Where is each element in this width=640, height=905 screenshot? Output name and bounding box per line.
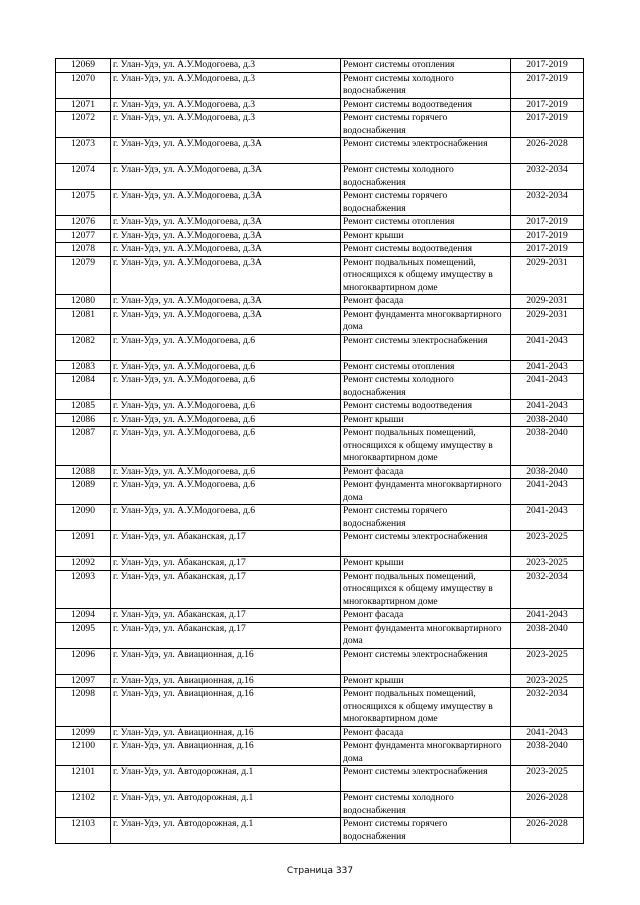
row-number-cell: 12095 [56, 622, 111, 648]
address-cell: г. Улан-Удэ, ул. Авиационная, д.16 [111, 648, 341, 674]
address-cell: г. Улан-Удэ, ул. Автодорожная, д.1 [111, 766, 341, 792]
work-type-cell: Ремонт системы горячего водоснабжения [341, 112, 511, 138]
work-type-cell: Ремонт фасада [341, 726, 511, 740]
row-number-cell: 12100 [56, 740, 111, 766]
period-cell: 2038-2040 [511, 622, 584, 648]
address-cell: г. Улан-Удэ, ул. А.У.Модогоева, д.6 [111, 465, 341, 479]
work-type-cell: Ремонт системы холодного водоснабжения [341, 374, 511, 400]
address-cell: г. Улан-Удэ, ул. А.У.Модогоева, д.6 [111, 334, 341, 360]
address-cell: г. Улан-Удэ, ул. А.У.Модогоева, д.3 [111, 112, 341, 138]
address-cell: г. Улан-Удэ, ул. Авиационная, д.16 [111, 674, 341, 688]
table-row [56, 295, 584, 309]
period-cell: 2023-2025 [511, 674, 584, 688]
repair-schedule-table [55, 58, 584, 844]
address-cell: г. Улан-Удэ, ул. А.У.Модогоева, д.6 [111, 360, 341, 374]
period-cell: 2023-2025 [511, 648, 584, 674]
row-number-cell: 12086 [56, 413, 111, 427]
work-type-cell: Ремонт подвальных помещений, относящихся к общему имуществу в многоквартирном доме [341, 688, 511, 727]
table-row [56, 792, 584, 818]
row-number-cell: 12069 [56, 59, 111, 73]
work-type-cell: Ремонт системы электроснабжения [341, 766, 511, 792]
address-cell: г. Улан-Удэ, ул. Авиационная, д.16 [111, 740, 341, 766]
row-number-cell: 12087 [56, 427, 111, 466]
work-type-cell: Ремонт фасада [341, 609, 511, 623]
row-number-cell: 12093 [56, 570, 111, 609]
address-cell: г. Улан-Удэ, ул. А.У.Модогоева, д.6 [111, 400, 341, 414]
table-row [56, 59, 584, 73]
row-number-cell: 12102 [56, 792, 111, 818]
row-number-cell: 12097 [56, 674, 111, 688]
table-row [56, 740, 584, 766]
period-cell: 2032-2034 [511, 190, 584, 216]
work-type-cell: Ремонт системы электроснабжения [341, 531, 511, 557]
work-type-cell: Ремонт системы холодного водоснабжения [341, 72, 511, 98]
table-row [56, 648, 584, 674]
work-type-cell: Ремонт системы холодного водоснабжения [341, 792, 511, 818]
row-number-cell: 12075 [56, 190, 111, 216]
table-row [56, 766, 584, 792]
row-number-cell: 12083 [56, 360, 111, 374]
row-number-cell: 12101 [56, 766, 111, 792]
work-type-cell: Ремонт системы отопления [341, 216, 511, 230]
address-cell: г. Улан-Удэ, ул. А.У.Модогоева, д.3 [111, 98, 341, 112]
work-type-cell: Ремонт системы горячего водоснабжения [341, 818, 511, 844]
period-cell: 2017-2019 [511, 229, 584, 243]
period-cell: 2032-2034 [511, 688, 584, 727]
address-cell: г. Улан-Удэ, ул. Авиационная, д.16 [111, 726, 341, 740]
address-cell: г. Улан-Удэ, ул. А.У.Модогоева, д.3А [111, 164, 341, 190]
address-cell: г. Улан-Удэ, ул. А.У.Модогоева, д.3А [111, 229, 341, 243]
row-number-cell: 12071 [56, 98, 111, 112]
table-row [56, 726, 584, 740]
row-number-cell: 12092 [56, 557, 111, 571]
work-type-cell: Ремонт фундамента многоквартирного дома [341, 308, 511, 334]
work-type-cell: Ремонт крыши [341, 557, 511, 571]
table-row [56, 164, 584, 190]
address-cell: г. Улан-Удэ, ул. А.У.Модогоева, д.3А [111, 256, 341, 295]
period-cell: 2041-2043 [511, 400, 584, 414]
table-row [56, 72, 584, 98]
table-row [56, 465, 584, 479]
address-cell: г. Улан-Удэ, ул. А.У.Модогоева, д.3А [111, 138, 341, 164]
table-row [56, 308, 584, 334]
address-cell: г. Улан-Удэ, ул. А.У.Модогоева, д.3А [111, 190, 341, 216]
table-row [56, 688, 584, 727]
work-type-cell: Ремонт системы горячего водоснабжения [341, 505, 511, 531]
address-cell: г. Улан-Удэ, ул. Авиационная, д.16 [111, 688, 341, 727]
work-type-cell: Ремонт системы электроснабжения [341, 648, 511, 674]
table-row [56, 427, 584, 466]
row-number-cell: 12098 [56, 688, 111, 727]
period-cell: 2026-2028 [511, 138, 584, 164]
period-cell: 2023-2025 [511, 531, 584, 557]
work-type-cell: Ремонт системы водоотведения [341, 243, 511, 257]
table-row [56, 505, 584, 531]
work-type-cell: Ремонт подвальных помещений, относящихся к общему имуществу в многоквартирном доме [341, 427, 511, 466]
period-cell: 2026-2028 [511, 818, 584, 844]
row-number-cell: 12085 [56, 400, 111, 414]
address-cell: г. Улан-Удэ, ул. А.У.Модогоева, д.3 [111, 72, 341, 98]
period-cell: 2032-2034 [511, 570, 584, 609]
period-cell: 2029-2031 [511, 295, 584, 309]
table-row [56, 374, 584, 400]
row-number-cell: 12090 [56, 505, 111, 531]
table-row [56, 98, 584, 112]
address-cell: г. Улан-Удэ, ул. А.У.Модогоева, д.6 [111, 479, 341, 505]
row-number-cell: 12088 [56, 465, 111, 479]
row-number-cell: 12082 [56, 334, 111, 360]
work-type-cell: Ремонт системы отопления [341, 360, 511, 374]
row-number-cell: 12076 [56, 216, 111, 230]
period-cell: 2032-2034 [511, 164, 584, 190]
row-number-cell: 12073 [56, 138, 111, 164]
period-cell: 2041-2043 [511, 334, 584, 360]
row-number-cell: 12081 [56, 308, 111, 334]
row-number-cell: 12089 [56, 479, 111, 505]
page-number: Страница 337 [286, 866, 354, 876]
row-number-cell: 12074 [56, 164, 111, 190]
table-row [56, 229, 584, 243]
table-body [56, 59, 584, 844]
work-type-cell: Ремонт крыши [341, 413, 511, 427]
table-row [56, 256, 584, 295]
table-row [56, 818, 584, 844]
row-number-cell: 12077 [56, 229, 111, 243]
address-cell: г. Улан-Удэ, ул. А.У.Модогоева, д.3 [111, 59, 341, 73]
work-type-cell: Ремонт подвальных помещений, относящихся к общему имуществу в многоквартирном доме [341, 256, 511, 295]
period-cell: 2017-2019 [511, 72, 584, 98]
work-type-cell: Ремонт системы электроснабжения [341, 138, 511, 164]
row-number-cell: 12079 [56, 256, 111, 295]
address-cell: г. Улан-Удэ, ул. А.У.Модогоева, д.3А [111, 295, 341, 309]
period-cell: 2017-2019 [511, 59, 584, 73]
table-row [56, 557, 584, 571]
table-row [56, 622, 584, 648]
period-cell: 2017-2019 [511, 98, 584, 112]
period-cell: 2041-2043 [511, 726, 584, 740]
table-row [56, 400, 584, 414]
row-number-cell: 12070 [56, 72, 111, 98]
row-number-cell: 12084 [56, 374, 111, 400]
row-number-cell: 12091 [56, 531, 111, 557]
period-cell: 2023-2025 [511, 766, 584, 792]
table-row [56, 479, 584, 505]
table-row [56, 112, 584, 138]
work-type-cell: Ремонт системы холодного водоснабжения [341, 164, 511, 190]
table-row [56, 531, 584, 557]
work-type-cell: Ремонт фундамента многоквартирного дома [341, 479, 511, 505]
work-type-cell: Ремонт фасада [341, 465, 511, 479]
work-type-cell: Ремонт системы водоотведения [341, 400, 511, 414]
row-number-cell: 12078 [56, 243, 111, 257]
table-row [56, 413, 584, 427]
period-cell: 2041-2043 [511, 505, 584, 531]
row-number-cell: 12080 [56, 295, 111, 309]
address-cell: г. Улан-Удэ, ул. А.У.Модогоева, д.6 [111, 427, 341, 466]
address-cell: г. Улан-Удэ, ул. А.У.Модогоева, д.3А [111, 243, 341, 257]
work-type-cell: Ремонт системы отопления [341, 59, 511, 73]
period-cell: 2041-2043 [511, 374, 584, 400]
address-cell: г. Улан-Удэ, ул. А.У.Модогоева, д.6 [111, 413, 341, 427]
address-cell: г. Улан-Удэ, ул. Абаканская, д.17 [111, 570, 341, 609]
address-cell: г. Улан-Удэ, ул. Абаканская, д.17 [111, 557, 341, 571]
row-number-cell: 12072 [56, 112, 111, 138]
address-cell: г. Улан-Удэ, ул. Абаканская, д.17 [111, 531, 341, 557]
address-cell: г. Улан-Удэ, ул. А.У.Модогоева, д.6 [111, 505, 341, 531]
period-cell: 2038-2040 [511, 740, 584, 766]
table-row [56, 360, 584, 374]
row-number-cell: 12103 [56, 818, 111, 844]
address-cell: г. Улан-Удэ, ул. Автодорожная, д.1 [111, 818, 341, 844]
row-number-cell: 12096 [56, 648, 111, 674]
work-type-cell: Ремонт крыши [341, 229, 511, 243]
work-type-cell: Ремонт фасада [341, 295, 511, 309]
period-cell: 2038-2040 [511, 465, 584, 479]
period-cell: 2017-2019 [511, 216, 584, 230]
period-cell: 2029-2031 [511, 256, 584, 295]
period-cell: 2038-2040 [511, 413, 584, 427]
work-type-cell: Ремонт системы горячего водоснабжения [341, 190, 511, 216]
period-cell: 2041-2043 [511, 360, 584, 374]
work-type-cell: Ремонт фундамента многоквартирного дома [341, 622, 511, 648]
work-type-cell: Ремонт системы водоотведения [341, 98, 511, 112]
period-cell: 2038-2040 [511, 427, 584, 466]
table-row [56, 674, 584, 688]
period-cell: 2029-2031 [511, 308, 584, 334]
work-type-cell: Ремонт системы электроснабжения [341, 334, 511, 360]
period-cell: 2023-2025 [511, 557, 584, 571]
work-type-cell: Ремонт крыши [341, 674, 511, 688]
row-number-cell: 12099 [56, 726, 111, 740]
address-cell: г. Улан-Удэ, ул. Автодорожная, д.1 [111, 792, 341, 818]
period-cell: 2026-2028 [511, 792, 584, 818]
table-row [56, 138, 584, 164]
address-cell: г. Улан-Удэ, ул. Абаканская, д.17 [111, 609, 341, 623]
table-row [56, 216, 584, 230]
address-cell: г. Улан-Удэ, ул. А.У.Модогоева, д.3А [111, 308, 341, 334]
row-number-cell: 12094 [56, 609, 111, 623]
table-row [56, 570, 584, 609]
table-row [56, 190, 584, 216]
work-type-cell: Ремонт подвальных помещений, относящихся к общему имуществу в многоквартирном доме [341, 570, 511, 609]
address-cell: г. Улан-Удэ, ул. А.У.Модогоева, д.6 [111, 374, 341, 400]
period-cell: 2017-2019 [511, 243, 584, 257]
period-cell: 2041-2043 [511, 609, 584, 623]
table-row [56, 243, 584, 257]
address-cell: г. Улан-Удэ, ул. А.У.Модогоева, д.3А [111, 216, 341, 230]
table-row [56, 334, 584, 360]
address-cell: г. Улан-Удэ, ул. Абаканская, д.17 [111, 622, 341, 648]
period-cell: 2041-2043 [511, 479, 584, 505]
period-cell: 2017-2019 [511, 112, 584, 138]
work-type-cell: Ремонт фундамента многоквартирного дома [341, 740, 511, 766]
table-row [56, 609, 584, 623]
